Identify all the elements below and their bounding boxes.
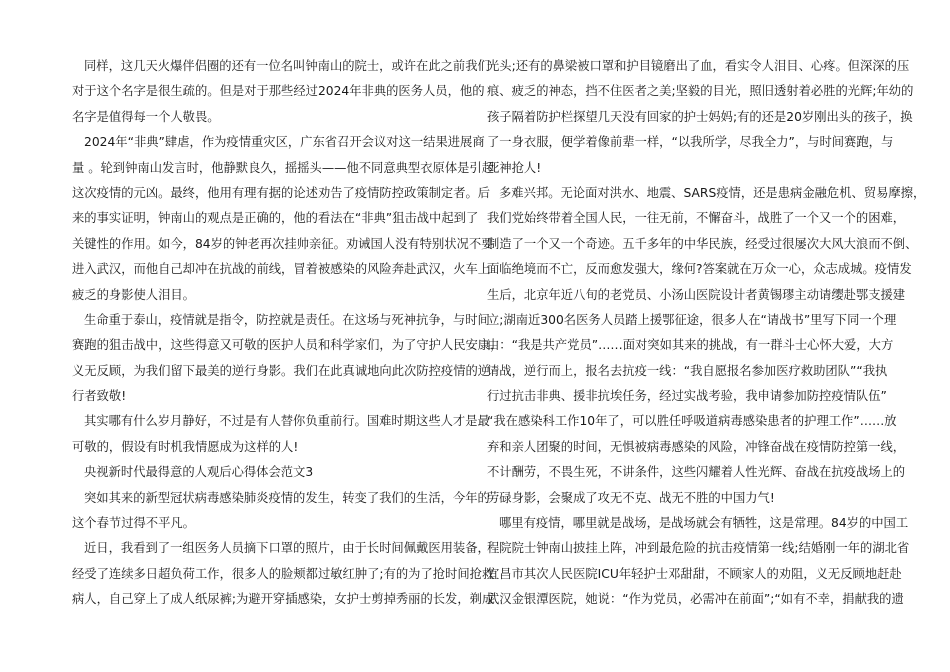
text-line: 突如其来的新型冠状病毒感染肺炎疫情的发生，转变了我们的生活，今年的 bbox=[84, 490, 490, 505]
text-line: 我们党始终带着全国人民，一往无前，不懈奋斗，战胜了一个又一个的困难， bbox=[487, 211, 906, 226]
text-line: 多难兴邦。无论面对洪水、地震、SARS疫情，还是患病金融危机、贸易摩擦， bbox=[499, 185, 926, 200]
text-line: 行过抗击非典、援非抗埃任务，经过实战考验，我申请参加防控疫情队伍” bbox=[487, 389, 887, 404]
text-line: 生后，北京年近八旬的老党员、小汤山医院设计者黄锡璆主动请缨赴鄂支援建 bbox=[487, 287, 906, 302]
text-line: 面临绝境而不亡，反而愈发强大，缘何?答案就在万众一心，众志成城。疫情发 bbox=[487, 262, 912, 277]
text-line: 死神抢人! bbox=[487, 160, 542, 175]
text-line: 进入武汉，而他自己却冲在抗战的前线，冒着被感染的风险奔赴武汉，火车上 bbox=[72, 262, 491, 277]
text-line: 名字是值得每一个人敬畏。 bbox=[72, 109, 220, 124]
text-line: 武汉金银潭医院，她说：“作为党员，必需冲在前面”;“如有不幸，捐献我的遗 bbox=[487, 592, 904, 607]
text-line: 量 。轮到钟南山发言时，他静默良久，摇摇头——他不同意典型衣原体是引起 bbox=[72, 160, 495, 175]
text-line: 可敬的，假设有时机我情愿成为这样的人! bbox=[72, 439, 299, 454]
left-text-column bbox=[72, 54, 503, 613]
text-line: 由：“我是共产党员”……面对突如其来的挑战，有一群斗士心怀大爱，大方 bbox=[487, 338, 894, 353]
text-line: 近日，我看到了一组医务人员摘下口罩的照片，由于长时间佩戴医用装备， bbox=[84, 541, 490, 556]
text-line: 同样，这几天火爆伴侣圈的还有一位名叫钟南山的院士，或许在此之前我们 bbox=[84, 59, 490, 73]
right-text-column bbox=[487, 54, 926, 613]
text-line: 病人，自己穿上了成人纸尿裤;为避开穿插感染，女护士剪掉秀丽的长发，剃成 bbox=[72, 592, 495, 607]
text-line: 痕、疲乏的神态，挡不住医者之美;坚毅的目光，照旧透射着必胜的光辉;年幼的 bbox=[487, 84, 914, 99]
text-line: 立;湖南近300名医务人员踏上援鄂征途，很多人在“请战书”里写下同一个理 bbox=[487, 312, 897, 327]
text-line: 这个春节过得不平凡。 bbox=[72, 516, 195, 531]
text-line: 制造了一个又一个奇迹。五千多年的中华民族，经受过很屡次大风大浪而不倒、 bbox=[487, 236, 918, 251]
text-line: 来的事实证明，钟南山的观点是正确的，他的看法在“非典”狙击战中起到了 bbox=[72, 211, 479, 226]
text-line: 行者致敬! bbox=[72, 389, 127, 404]
text-line: 了一身衣服，便学着像前辈一样，“以我所学，尽我全力”，与时间赛跑，与 bbox=[487, 135, 894, 150]
text-line: 经受了连续多日超负荷工作，很多人的脸颊都过敏红肿了;有的为了抢时间抢救 bbox=[72, 566, 495, 581]
text-line: 宜昌市其次人民医院ICU年轻护士邓甜甜，不顾家人的劝阻，义无反顾地赶赴 bbox=[487, 566, 902, 581]
text-line: 赛跑的狙击战中，这些得意又可敬的医护人员和科学家们，为了守护人民安康， bbox=[72, 338, 503, 353]
text-line: 这次疫情的元凶。最终，他用有理有据的论述劝告了疫情防控政策制定者。后 bbox=[72, 185, 491, 200]
text-line: “我在感染科工作10年了，可以胜任呼吸道病毒感染患者的护理工作”……放 bbox=[487, 414, 897, 429]
text-line: 2024年“非典”肆虐，作为疫情重灾区，广东省召开会议对这一结果进展商 bbox=[84, 135, 485, 150]
text-line: 关键性的作用。如今，84岁的钟老再次挂帅亲征。劝诫国人没有特别状况不要 bbox=[72, 236, 494, 251]
text-line: 光头;还有的鼻梁被口罩和护目镜磨出了血，看实令人泪目、心疼。但深深的压 bbox=[487, 59, 910, 73]
text-line: 弃和亲人团聚的时间，无惧被病毒感染的风险，冲锋奋战在疫情防控第一线， bbox=[487, 439, 906, 454]
text-line: 孩子隔着防护栏探望几天没有回家的护士妈妈;有的还是20岁刚出头的孩子，换 bbox=[487, 109, 913, 124]
text-line: 义无反顾，为我们留下最美的逆行身影。我们在此真诚地向此次防控疫情的逆 bbox=[72, 363, 491, 378]
text-line: 程院院士钟南山披挂上阵，冲到最危险的抗击疫情第一线;结婚刚一年的湖北省 bbox=[487, 541, 910, 556]
text-line: 哪里有疫情，哪里就是战场，是战场就会有牺牲，这是常理。84岁的中国工 bbox=[499, 516, 909, 531]
text-line: 生命重于泰山，疫情就是指令，防控就是责任。在这场与死神抗争，与时间 bbox=[84, 312, 490, 327]
text-line: 央视新时代最得意的人观后心得体会范文3 bbox=[84, 465, 314, 480]
text-line: 对于这个名字是很生疏的。但是对于那些经过2024年非典的医务人员，他的 bbox=[72, 84, 485, 99]
text-line: 劳碌身影，会聚成了攻无不克、战无不胜的中国力气! bbox=[487, 490, 775, 505]
text-line: 不计酬劳，不畏生死，不讲条件，这些闪耀着人性光辉、奋战在抗疫战场上的 bbox=[487, 465, 906, 480]
text-line: 请战，逆行而上，报名去抗疫一线：“我自愿报名参加医疗救助团队”“我执 bbox=[487, 363, 888, 378]
text-line: 疲乏的身影使人泪目。 bbox=[72, 287, 195, 302]
text-line: 其实哪有什么岁月静好，不过是有人替你负重前行。国难时期这些人才是最 bbox=[84, 414, 490, 429]
